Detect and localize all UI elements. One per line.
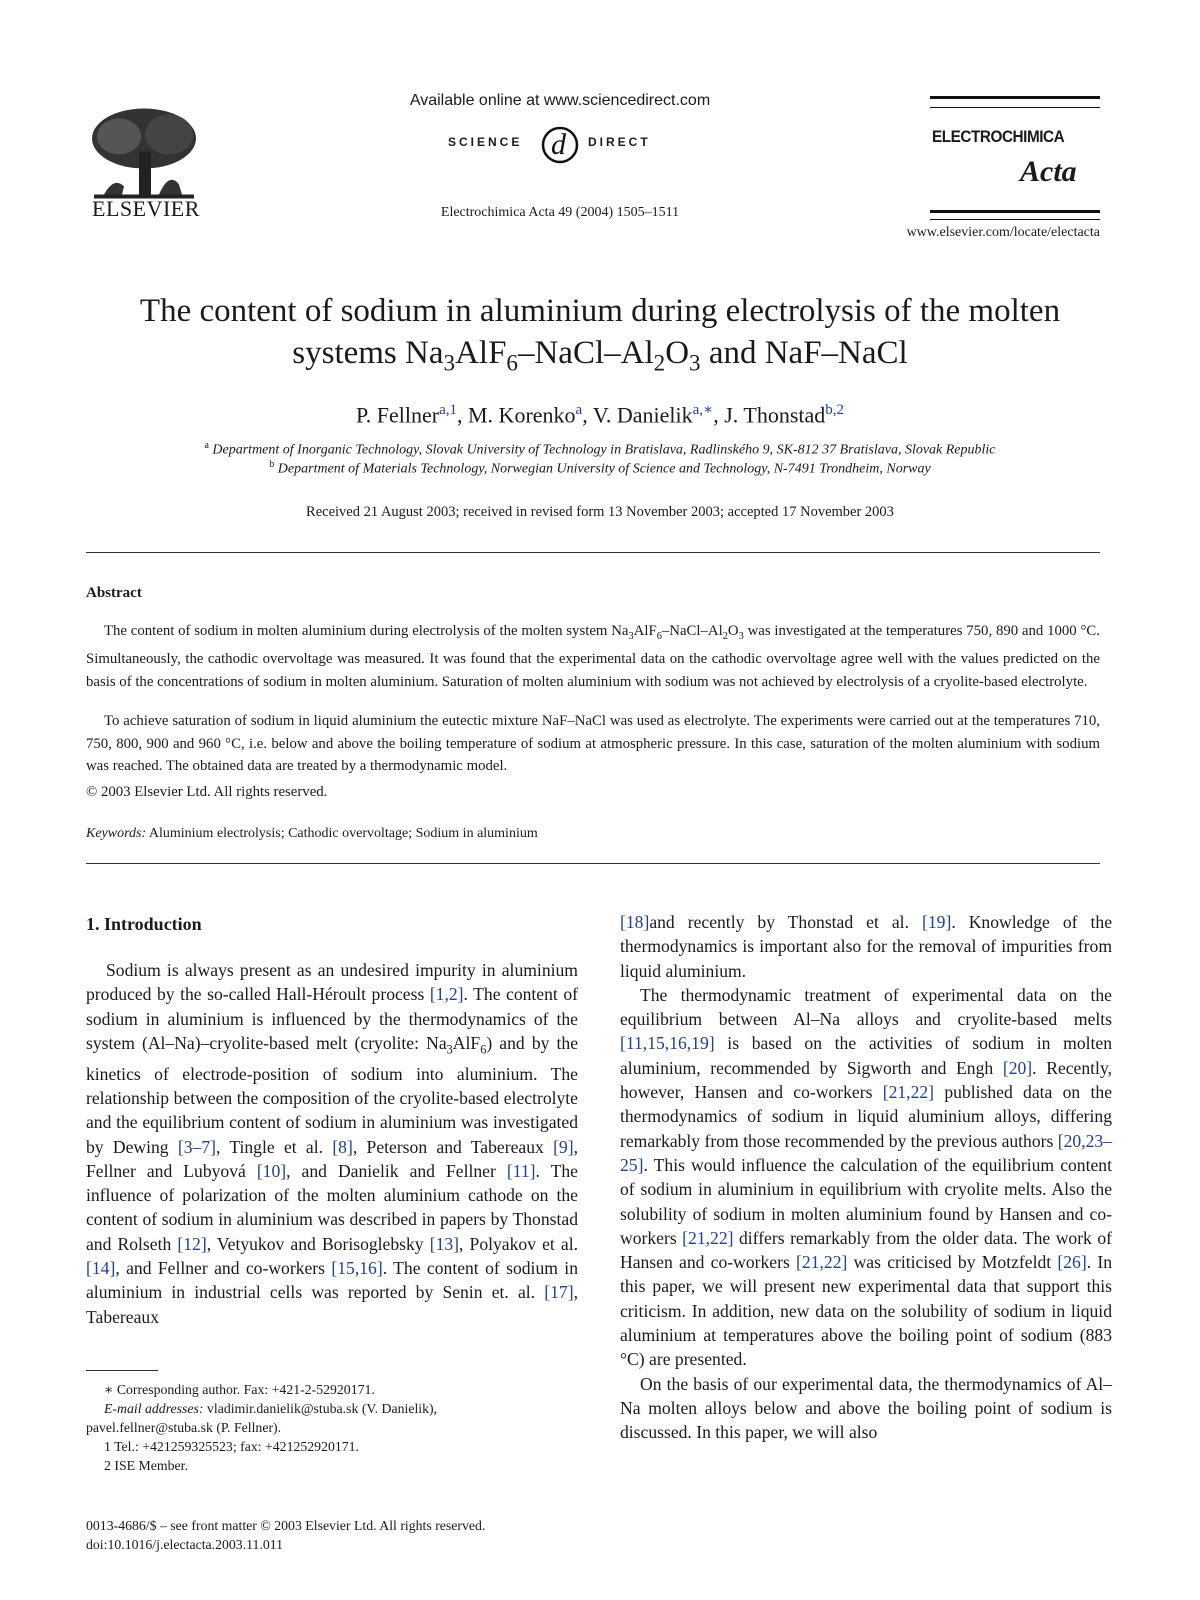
author-name: V. Danielik <box>592 402 693 428</box>
author-list: P. Fellner$^{a,1}$, M. Korenko$^a$, V. Danielik$^{a,∗}$, J. Thonstad$^{b,2}$ <box>355 402 845 428</box>
author-affil-link[interactable]: b,2 <box>825 402 845 418</box>
citation-link[interactable]: [11,15,16,19] <box>620 1033 715 1054</box>
citation-link[interactable]: [11] <box>506 1160 536 1181</box>
body-paragraph: On the basis of our experimental data, the thermodynamics of Al–Na molten alloys below and above the boiling point of sodium is discussed. In this paper, we will also <box>620 1373 1112 1443</box>
affiliation-a: $^a$ Department of Inorganic Technology, Slovak University of Technology in Bratislava, Radlinského 9, SK-812 37 Bratislava, Slovak Republic <box>204 440 996 458</box>
citation-link[interactable]: [21,22] <box>882 1082 935 1103</box>
sciencedirect-right-word: DIRECT <box>588 135 651 149</box>
divider <box>86 863 1100 864</box>
footer-issn: 0013-4686/$ – see front matter © 2003 Elsevier Ltd. All rights reserved. <box>86 1518 486 1533</box>
author-affil-link[interactable]: a,∗ <box>692 402 714 418</box>
affiliation-b: $^b$ Department of Materials Technology, Norwegian University of Science and Technology, N-7491 Trondheim, Norway <box>269 459 931 477</box>
body-paragraph: The thermodynamic treatment of experimental data on the equilibrium between Al–Na alloys and cryolite-based melts [11,15,16,19] is based on the activities of sodium in molten aluminium, recommended by Sigworth and Engh [20]. Recently, however, Hansen and co-workers [21,22] published data on the thermodynamics of sodium in liquid aluminium alloys, differing remarkably from those recommended by the previous authors [20,23–25]. This would influence the calculation of the equilibrium content of sodium in aluminium in equilibrium with cryolite melts. Also the solubility of sodium in molten aluminium found by Hansen and co-workers [21,22] differs remarkably from the older data. The work of Hansen and co-workers [21,22] was criticised by Motzfeldt [26]. In this paper, we will present new experimental data that support this criticism. In addition, new data on the solubility of sodium in liquid aluminium at temperatures above the boiling point of sodium (883 °C) are presented. <box>620 984 1113 1370</box>
journal-rule-bottom <box>930 210 1100 220</box>
sciencedirect-left-word: SCIENCE <box>448 135 523 149</box>
abstract-copyright: © 2003 Elsevier Ltd. All rights reserved. <box>86 784 328 800</box>
body-paragraph: [18]and recently by Thonstad et al. [19]. Knowledge of the thermodynamics is important also for the removal of impurities from liquid aluminium. <box>620 912 1112 981</box>
publisher-name: ELSEVIER <box>92 196 200 221</box>
citation-link[interactable]: [9] <box>553 1136 574 1157</box>
body-paragraph: Sodium is always present as an undesired impurity in aluminium produced by the so-called Hall-Héroult process [1,2]. The content of sodium in aluminium is influenced by the thermodynamics of the system (Al–Na)–cryolite-based melt (cryolite: $Na_3AlF_6$) and by the kinetics of electrode-position of sodium into aluminium. The relationship between the composition of the cryolite-based electrolyte and the equilibrium content of sodium in aluminium was investigated by Dewing [3–7], Tingle et al. [8], Peterson and Tabereaux [9], Fellner and Lubyová [10], and Danielik and Fellner [11]. The influence of polarization of the molten aluminium cathode on the content of sodium in aluminium was described in papers by Thonstad and Rolseth [12], Vetyukov and Borisoglebsky [13], Polyakov et al. [14], and Fellner and co-workers [15,16]. The content of sodium in aluminium in industrial cells was reported by Senin et. al. [17], Tabereaux <box>86 960 579 1327</box>
footnote-2: 2 ISE Member. <box>104 1458 188 1473</box>
citation-link[interactable]: [1,2] <box>429 984 464 1005</box>
author-name: M. Korenko <box>468 402 576 428</box>
citation-link[interactable]: [3–7] <box>177 1136 216 1157</box>
citation-link[interactable]: [20] <box>1002 1057 1033 1078</box>
abstract-heading: Abstract <box>86 585 142 601</box>
author-name: P. Fellner <box>355 402 440 428</box>
journal-rule-top <box>930 96 1100 108</box>
available-online-text: Available online at www.sciencedirect.com <box>409 92 711 109</box>
citation-link[interactable]: [12] <box>177 1233 207 1254</box>
page-footer <box>86 1516 626 1554</box>
subscript: 6 <box>480 1042 487 1057</box>
citation-link[interactable]: [8] <box>332 1136 353 1157</box>
section-heading: 1. Introduction <box>86 914 202 934</box>
keywords: Keywords: Aluminium electrolysis; Cathodic overvoltage; Sodium in aluminium <box>86 826 538 841</box>
footer-doi[interactable]: doi:10.1016/j.electacta.2003.11.011 <box>86 1537 284 1552</box>
footnotes <box>86 1380 578 1475</box>
title-line-1: The content of sodium in aluminium during electrolysis of the molten <box>139 293 1061 329</box>
sciencedirect-d-icon <box>537 120 583 166</box>
abstract-paragraph-1: The content of sodium in molten aluminium during electrolysis of the molten system $Na_3AlF_6-NaCl-Al_2O_3$ was investigated at the temperatures 750, 890 and 1000 °C. Simultaneously, the cathodic overvoltage was measured. It was found that the experimental data on the cathodic overvoltage agree well with the values predicted on the basis of the concentrations of sodium in molten aluminium. Saturation of molten aluminium with sodium was not achieved by electrolysis of a cryolite-based electrolyte. <box>86 623 1100 690</box>
journal-url[interactable]: www.elsevier.com/locate/electacta <box>906 225 1100 240</box>
svg-text:d: d <box>551 128 566 161</box>
column-left <box>86 958 578 1329</box>
citation-link[interactable]: [10] <box>256 1160 287 1181</box>
received-dates: Received 21 August 2003; received in revised form 13 November 2003; accepted 17 November 2003 <box>306 504 894 520</box>
citation-link[interactable]: [21,22] <box>796 1252 848 1273</box>
sciencedirect-logo <box>440 120 680 166</box>
footnote-emails: E-mail addresses: vladimir.danielik@stuba.sk (V. Danielik), <box>104 1401 438 1416</box>
journal-reference: Electrochimica Acta 49 (2004) 1505–1511 <box>440 205 680 220</box>
footnote-rule <box>86 1370 158 1371</box>
divider <box>86 552 1100 553</box>
journal-title: ELECTROCHIMICA <box>932 127 1065 146</box>
footnote-emails-cont: pavel.fellner@stuba.sk (P. Fellner). <box>86 1420 282 1435</box>
citation-link[interactable]: [21,22] <box>682 1227 734 1248</box>
citation-link[interactable]: [14] <box>86 1258 116 1279</box>
subscript: 3 <box>446 1042 453 1057</box>
footnote-corresponding: ∗ Corresponding author. Fax: +421-2-52920171. <box>104 1382 375 1397</box>
author-affil-link[interactable]: a,1 <box>439 402 457 418</box>
citation-link[interactable]: [15,16] <box>331 1258 383 1279</box>
footnote-1: 1 Tel.: +421259325523; fax: +421252920171. <box>104 1439 360 1454</box>
citation-link[interactable]: [17] <box>544 1282 574 1303</box>
citation-link[interactable]: [18] <box>620 912 650 932</box>
paper-title <box>80 290 1120 384</box>
title-line-2: systems $Na_3AlF_6-NaCl-Al_2O_3$ and NaF–NaCl <box>292 335 908 376</box>
citation-link[interactable]: [19] <box>922 912 952 932</box>
column-right <box>620 910 1112 1445</box>
citation-link[interactable]: [26] <box>1057 1252 1087 1273</box>
citation-link[interactable]: [20,23–25] <box>620 1130 1113 1175</box>
author-name: J. Thonstad <box>724 402 826 428</box>
journal-acta-wordmark: Acta <box>1020 155 1077 188</box>
author-affil-link[interactable]: a <box>575 402 583 418</box>
abstract-paragraph-2: To achieve saturation of sodium in liquid aluminium the eutectic mixture NaF–NaCl was used as electrolyte. The experiments were carried out at the temperatures 710, 750, 800, 900 and 960 °C, i.e. below and above the boiling temperature of sodium at atmospheric pressure. In this case, saturation of the molten aluminium with sodium was reached. The obtained data are treated by a thermodynamic model. <box>86 713 1100 774</box>
citation-link[interactable]: [13] <box>429 1233 460 1254</box>
